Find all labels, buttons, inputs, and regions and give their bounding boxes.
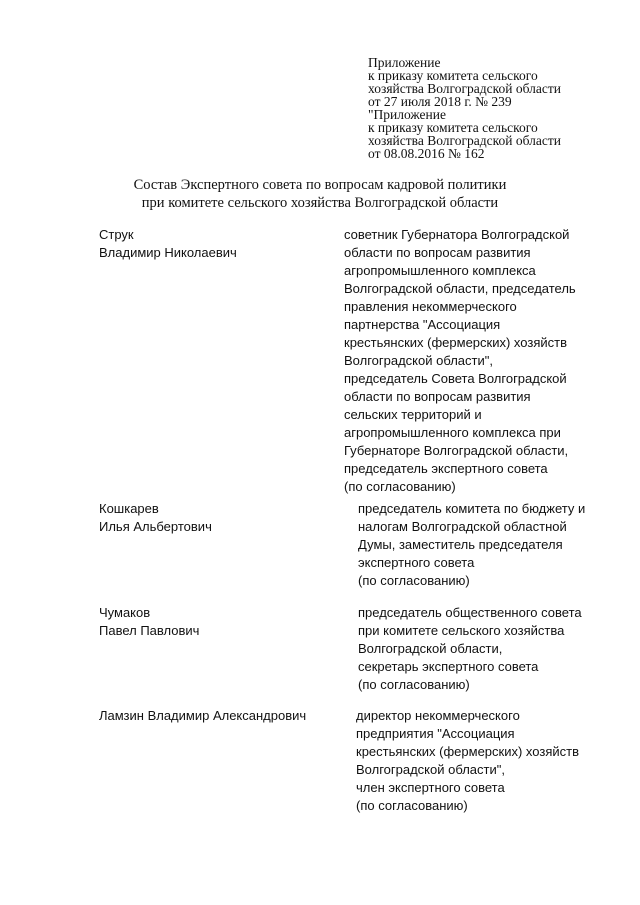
appendix-line: хозяйства Волгоградской области [368, 133, 561, 148]
title-line: при комитете сельского хозяйства Волгоградской области [141, 195, 499, 211]
role-line: председатель Совета Волгоградской [344, 371, 567, 386]
role-line: крестьянских (фермерских) хозяйств [344, 335, 567, 350]
role-line: области по вопросам развития [344, 389, 531, 404]
member-role [358, 500, 638, 590]
role-line: председатель общественного совета [358, 605, 582, 620]
role-line: Губернаторе Волгоградской области, [344, 443, 569, 458]
role-line: член экспертного совета [356, 780, 505, 795]
role-line: налогам Волгоградской областной [358, 519, 567, 534]
name-line: Владимир Николаевич [99, 245, 237, 260]
appendix-line: хозяйства Волгоградской области [368, 81, 561, 96]
role-line: секретарь экспертного совета [358, 659, 539, 674]
name-line: Павел Павлович [99, 623, 200, 638]
name-line: Кошкарев [99, 501, 159, 516]
role-line: (по согласованию) [358, 677, 470, 692]
name-line: Чумаков [99, 605, 151, 620]
document-title [0, 176, 640, 212]
member-role [344, 226, 624, 496]
role-line: сельских территорий и [344, 407, 482, 422]
role-line: агропромышленного комплекса при [344, 425, 561, 440]
role-line: председатель экспертного совета [344, 461, 548, 476]
title-line: Состав Экспертного совета по вопросам кадровой политики [133, 177, 507, 193]
appendix-line: к приказу комитета сельского [368, 68, 538, 83]
member-role [356, 707, 636, 815]
role-line: правления некоммерческого [344, 299, 517, 314]
appendix-line: от 27 июля 2018 г. № 239 [368, 94, 512, 109]
name-line: Илья Альбертович [99, 519, 212, 534]
role-line: при комитете сельского хозяйства [358, 623, 565, 638]
role-line: (по согласованию) [356, 798, 468, 813]
member-name [99, 500, 339, 536]
member-name [99, 707, 339, 725]
appendix-line: от 08.08.2016 № 162 [368, 146, 485, 161]
role-line: Волгоградской области, председатель [344, 281, 576, 296]
appendix-line: Приложение [368, 55, 441, 70]
role-line: экспертного совета [358, 555, 475, 570]
role-line: Волгоградской области", [356, 762, 505, 777]
role-line: области по вопросам развития [344, 245, 531, 260]
appendix-line: "Приложение [368, 107, 446, 122]
role-line: председатель комитета по бюджету и [358, 501, 586, 516]
role-line: Волгоградской области", [344, 353, 493, 368]
role-line: директор некоммерческого [356, 708, 520, 723]
role-line: предприятия "Ассоциация [356, 726, 515, 741]
role-line: Думы, заместитель председателя [358, 537, 563, 552]
role-line: советник Губернатора Волгоградской [344, 227, 570, 242]
role-line: (по согласованию) [344, 479, 456, 494]
member-name [99, 604, 339, 640]
name-line: Струк [99, 227, 134, 242]
member-name [99, 226, 339, 262]
appendix-line: к приказу комитета сельского [368, 120, 538, 135]
role-line: партнерства "Ассоциация [344, 317, 501, 332]
name-line: Ламзин Владимир Александрович [99, 708, 307, 723]
role-line: агропромышленного комплекса [344, 263, 536, 278]
member-role [358, 604, 638, 694]
appendix-header [368, 56, 618, 160]
role-line: Волгоградской области, [358, 641, 503, 656]
role-line: крестьянских (фермерских) хозяйств [356, 744, 579, 759]
role-line: (по согласованию) [358, 573, 470, 588]
